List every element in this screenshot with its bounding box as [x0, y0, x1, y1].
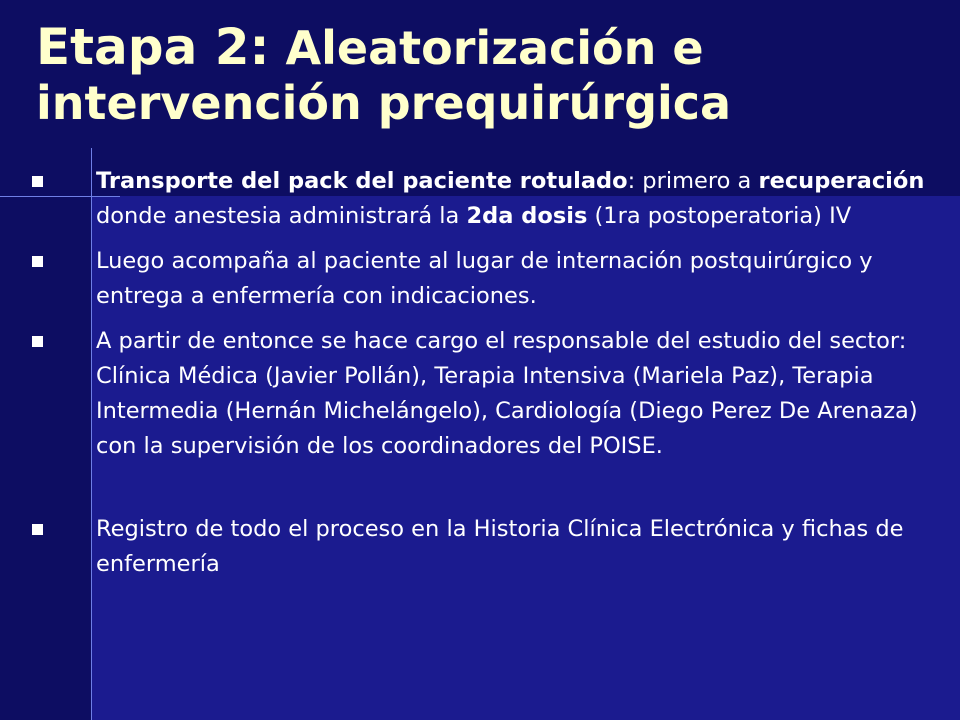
- bullet-item: [32, 164, 932, 234]
- bullet-list: [32, 164, 932, 592]
- bullet-text: : primero a: [627, 168, 759, 194]
- bullet-text: (1ra postoperatoria) IV: [587, 203, 852, 229]
- square-bullet-icon: [32, 176, 43, 187]
- title-rest: Aleatorización e intervención prequirúrgica: [36, 21, 732, 130]
- bullet-text: A partir de entonce se hace cargo el responsable del estudio del sector: Clínica Médica (Javier Pollán), Terapia Intensiva (Mariela Paz), Terapia Intermedia (Hernán Michelángelo), Cardiología (Diego Perez De Arenaza) con la supervisión de los coordinadores del POISE.: [96, 328, 918, 459]
- square-bullet-icon: [32, 336, 43, 347]
- title-lead: Etapa 2:: [36, 18, 270, 76]
- bullet-text: Luego acompaña al paciente al lugar de internación postquirúrgico y entrega a enfermería con indicaciones.: [96, 248, 873, 309]
- slide-title: [36, 20, 936, 131]
- bullet-bold: recuperación: [758, 168, 925, 194]
- bullet-item: [32, 512, 932, 582]
- bullet-bold: 2da dosis: [466, 203, 588, 229]
- bullet-item: [32, 324, 932, 464]
- square-bullet-icon: [32, 256, 43, 267]
- bullet-bold: Transporte del pack del paciente rotulado: [96, 168, 628, 194]
- bullet-item: [32, 244, 932, 314]
- bullet-text: Registro de todo el proceso en la Historia Clínica Electrónica y fichas de enfermería: [96, 516, 904, 577]
- bullet-text: donde anestesia administrará la: [96, 203, 467, 229]
- square-bullet-icon: [32, 524, 43, 535]
